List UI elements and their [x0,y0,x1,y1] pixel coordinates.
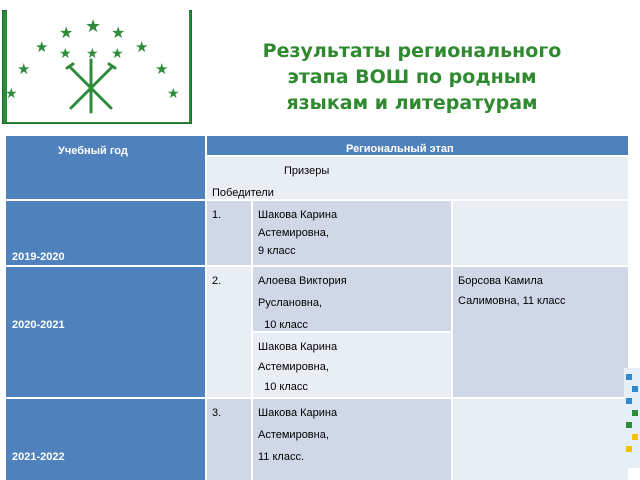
title-line-1: Результаты регионального [262,40,562,62]
header-winners-label: Победители [212,187,274,199]
header-year-label: Учебный год [58,145,128,157]
year-cell-2020 [6,266,206,398]
num-cell-3 [206,398,252,480]
year-2019: 2019-2020 [12,251,65,263]
row-number-2: 2. [212,275,222,287]
header-stage-label: Региональный этап [346,143,454,155]
title-line-3: языкам и литературам [286,92,538,114]
prizer-cell-2b [252,332,452,398]
svg-text:★: ★ [85,16,102,37]
year-cell-2019 [6,200,206,266]
header-prize-label: Призеры [284,165,330,177]
year-2020: 2020-2021 [12,319,65,331]
prizer-cell-2a [252,266,452,332]
svg-text:★: ★ [135,38,149,56]
page-title [212,38,612,116]
svg-text:★: ★ [167,86,180,102]
year-2021: 2021-2022 [12,451,65,463]
row-number-3: 3. [212,407,222,419]
prizer-2b-line-3: 10 класс [258,381,308,393]
winner-2-line-2: Салимовна, 11 класс [458,295,566,307]
prizer-1-line-3: 9 класс [258,245,296,257]
svg-text:★: ★ [111,23,126,42]
num-cell-1 [206,200,252,266]
svg-text:★: ★ [155,60,169,78]
svg-text:★: ★ [59,23,74,42]
svg-text:★: ★ [111,46,124,62]
prizer-1-line-1: Шакова Карина [258,209,338,221]
prizer-1-line-2: Астемировна, [258,227,329,239]
prizer-2b-line-1: Шакова Карина [258,341,338,353]
winner-cell-3 [452,398,628,480]
winner-cell-1 [452,200,628,266]
prizer-cell-3 [252,398,452,480]
decorative-pattern-icon [624,368,640,468]
prizer-2a-line-3: 10 класс [258,319,308,331]
svg-text:★: ★ [59,46,72,62]
winner-cell-2 [452,266,628,398]
svg-text:★: ★ [17,60,31,78]
prizer-2a-line-1: Алоева Виктория [258,275,347,287]
flag-emblem-area [7,10,189,122]
header-stage-cell [206,136,628,156]
svg-text:★: ★ [35,38,49,56]
svg-text:★: ★ [5,86,18,102]
prizer-cell-1 [252,200,452,266]
num-cell-2 [206,266,252,398]
title-line-2: этапа ВОШ по родным [287,66,537,88]
prizer-2a-line-2: Руслановна, [258,297,323,309]
prizer-3-line-1: Шакова Карина [258,407,338,419]
prizer-3-line-3: 11 класс. [258,451,305,463]
header-prize-cell [206,156,628,200]
svg-text:★: ★ [86,46,99,62]
winner-2-line-1: Борсова Камила [458,275,543,287]
year-cell-2021 [6,398,206,480]
prizer-2b-line-2: Астемировна, [258,361,329,373]
row-number-1: 1. [212,209,222,221]
header-year-cell [6,136,206,200]
flag-emblem-icon [7,10,189,122]
prizer-3-line-2: Астемировна, [258,429,329,441]
